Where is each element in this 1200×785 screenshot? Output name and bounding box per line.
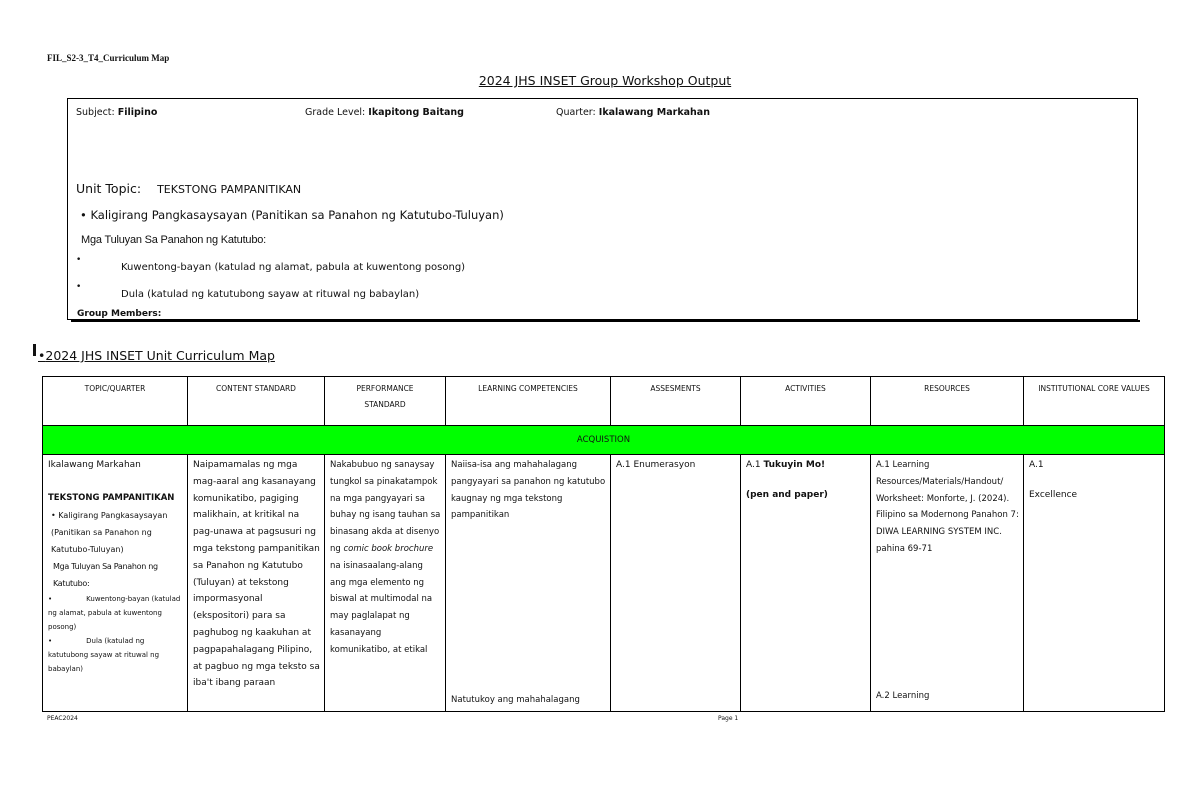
performance-standard-text [330,457,441,709]
subject-field [76,107,157,118]
core-value-code: A.1 [1029,460,1044,470]
assessment-cell [611,455,741,712]
unit-topic-label: Unit Topic: [76,181,142,196]
section-title [38,348,275,363]
topic-item [48,634,183,676]
quarter-value: Ikalawang Markahan [598,107,710,118]
competency-1: Naiisa-isa ang mahahalagang pangyayari sa panahon ng katutubo kaugnay ng mga tekstong pampanitikan [451,460,606,521]
content-standard-cell [188,455,325,712]
competencies-cell [446,455,611,712]
quarter-label: Quarter: [556,107,596,118]
list-item: Kuwentong-bayan (katulad ng alamat, pabula at kuwentong posong) [121,262,466,273]
topic-item-text: Kuwentong-bayan (katulad ng alamat, pabula at kuwentong posong) [48,594,181,631]
activity-title [746,457,866,474]
activity-prefix: A.1 [746,460,764,470]
perf-text-italic: comic book brochure [343,543,434,554]
page-number: Page 1 [718,715,739,722]
table-header-row [43,377,1165,426]
list-item: Dula (katulad ng katutubong sayaw at rituwal ng babaylan) [121,289,420,300]
header-cell: CONTENT STANDARD [188,377,325,426]
unit-topic-value: TEKSTONG PAMPANITIKAN [157,183,302,196]
section-title-text: 2024 JHS INSET Unit Curriculum Map [45,348,275,363]
header-cell: TOPIC/QUARTER [43,377,188,426]
header-cell: PERFORMANCE STANDARD [325,377,446,426]
assessment-text: A.1 Enumerasyon [616,460,696,470]
bullet-icon: • [48,636,53,645]
topic-item [48,592,183,634]
subject-label: Subject: [76,107,115,118]
topic-mga-tuluyan: Mga Tuluyan Sa Panahon ng Katutubo: [53,561,158,588]
box-shadow-line [71,320,1140,322]
header-cell: RESOURCES [871,377,1024,426]
bullet-icon: • [48,594,53,603]
document-title: 2024 JHS INSET Group Workshop Output [478,73,732,88]
mga-tuluyan-heading: Mga Tuluyan Sa Panahon ng Katutubo: [81,234,267,246]
topic-item-text: Dula (katulad ng katutubong sayaw at rituwal ng babaylan) [48,636,160,673]
grade-value: Ikapitong Baitang [368,107,464,118]
perf-text-a: Nakabubuo ng sanaysay tungkol sa pinakatampok na mga pangyayari sa buhay ng isang tauhan sa binasang akda at disenyo ng [330,460,441,554]
footer-left: PEAC2024 [47,715,78,722]
unit-topic [76,181,301,196]
resources-cell [871,455,1024,712]
info-box [67,98,1138,320]
header-cell: INSTITUTIONAL CORE VALUES [1024,377,1165,426]
activities-cell [741,455,871,712]
topic-bullet: • Kaligirang Pangkasaysayan (Panitikan sa Panahon ng Katutubo-Tuluyan) [51,510,168,554]
grade-field [305,107,464,118]
acquisition-label: ACQUISTION [43,426,1165,455]
content-standard-text: Naipamamalas ng mga mag-aaral ang kasanayang komunikatibo, pagiging malikhain, at kritikal na pag-unawa at pagsusuri ng mga tekstong pampanitikan sa Panahon ng Katutubo (Tuluyan) at tekstong impormasyonal (ekspositori) para sa paghubog ng kaakuhan at pagpapahalagang Pilipino, at pagbuo ng mga teksto sa iba't ibang paraan [193,460,320,689]
activity-sub: (pen and paper) [746,489,828,500]
performance-standard-cell [325,455,446,712]
core-values-cell [1024,455,1165,712]
section-dot: • [38,348,46,363]
topic-quarter: Ikalawang Markahan [48,460,141,470]
bullet-icon: • [76,255,82,265]
subject-value: Filipino [117,107,158,118]
topic-quarter-cell [43,455,188,712]
bullet-icon: • [76,282,82,292]
quarter-field [556,107,710,118]
header-cell: ACTIVITIES [741,377,871,426]
header-cell: ASSESMENTS [611,377,741,426]
grade-label: Grade Level: [305,107,366,118]
competency-2: Natutukoy ang mahahalagang [451,695,580,706]
header-cell: LEARNING COMPETENCIES [446,377,611,426]
kaligirang-bullet: • Kaligirang Pangkasaysayan (Panitikan sa Panahon ng Katutubo-Tuluyan) [80,208,504,222]
core-value: Excellence [1029,489,1078,500]
group-members-label: Group Members: [77,309,162,319]
resource-2: A.2 Learning [876,691,930,702]
topic-title: TEKSTONG PAMPANITIKAN [48,492,175,503]
perf-text-b: na isinasaalang-alang ang mga elemento ng biswal at multimodal na may paglalapat ng kasanayang komunikatibo, at etikal [330,560,433,655]
resource-1: A.1 Learning Resources/Materials/Handout/ Worksheet: Monforte, J. (2024). Filipino sa Modernong Panahon 7: DIWA LEARNING SYSTEM INC. pahina 69-71 [876,460,1019,554]
section-marker [33,344,36,356]
table-row [43,455,1165,712]
activity-name: Tukuyin Mo! [763,460,826,470]
acquisition-row [43,426,1165,455]
curriculum-map-table [42,376,1165,712]
document-code: FIL_S2-3_T4_Curriculum Map [47,53,170,63]
